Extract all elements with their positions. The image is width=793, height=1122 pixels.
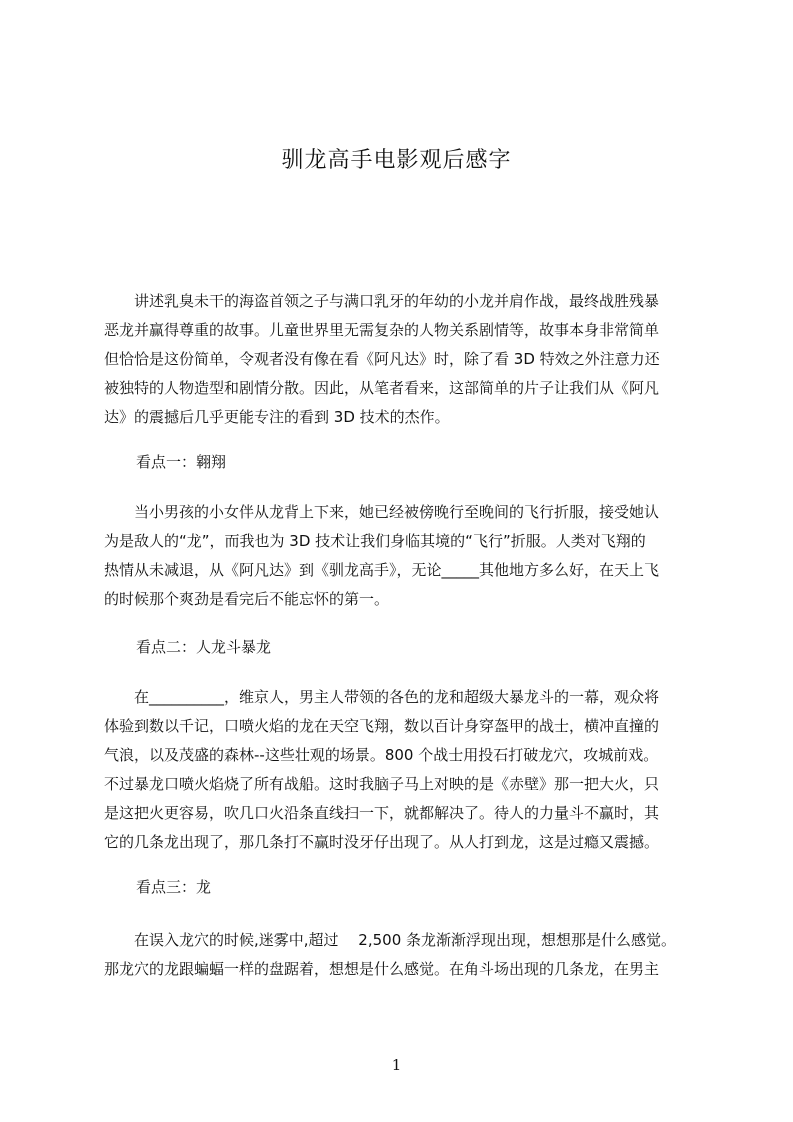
text-line: 但恰恰是这份简单，令观者没有像在看《阿凡达》时，除了看 3D 特效之外注意力还 (104, 350, 660, 368)
text-line: 被独特的人物造型和剧情分散。因此，从笔者看来，这部简单的片子让我们从《阿凡 (104, 379, 660, 397)
text-line: 不过暴龙口喷火焰烧了所有战船。这时我脑子马上对映的是《赤壁》那一把大火，只 (104, 775, 660, 793)
text-line: 它的几条龙出现了，那几条打不赢时没牙仔出现了。从人打到龙，这是过瘾又震撼。 (104, 833, 660, 851)
text-line: 当小男孩的小女伴从龙背上下来，她已经被傍晚行至晚间的飞行折服，接受她认 (104, 503, 660, 521)
text-line: 体验到数以千记，口喷火焰的龙在天空飞翔，数以百计身穿盔甲的战士，横冲直撞的 (104, 717, 660, 735)
paragraph-flying (104, 498, 704, 614)
text-line: 讲述乳臭未干的海盗首领之子与满口乳牙的年幼的小龙并肩作战，最终战胜残暴 (104, 292, 660, 310)
paragraph-intro (104, 287, 704, 432)
page-number: 1 (391, 1056, 402, 1074)
text-line: 那龙穴的龙跟蝙蝠一样的盘踞着，想想是什么感觉。在角斗场出现的几条龙，在男主 (104, 960, 660, 978)
text-line: 是这把火更容易，吹几口火沿条直线扫一下，就都解决了。待人的力量斗不赢时，其 (104, 804, 660, 822)
text-line: 恶龙并赢得尊重的故事。儿童世界里无需复杂的人物关系剧情等，故事本身非常简单 (104, 321, 660, 339)
section-heading: 看点二：人龙斗暴龙 (136, 638, 272, 656)
text-line: 的时候那个爽劲是看完后不能忘怀的第一。 (104, 590, 390, 608)
text-line: 气浪，以及茂盛的森林--这些壮观的场景。800 个战士用投石打破龙穴，攻城前戏。 (104, 746, 659, 764)
text-line: 在__________，维京人，男主人带领的各色的龙和超级大暴龙斗的一幕，观众将 (104, 688, 660, 706)
paragraph-battle (104, 683, 704, 857)
text-line: 达》的震撼后几乎更能专注的看到 3D 技术的杰作。 (104, 408, 450, 426)
section-heading: 看点三：龙 (136, 878, 212, 896)
text-line: 为是敌人的“龙”，而我也为 3D 技术让我们身临其境的“飞行”折服。人类对飞翔的 (104, 532, 646, 550)
section-heading: 看点一：翱翔 (136, 453, 227, 471)
document-title: 驯龙高手电影观后感字 (281, 148, 512, 173)
paragraph-dragons (104, 926, 704, 984)
text-line: 热情从未减退，从《阿凡达》到《驯龙高手》，无论_____其他地方多么好，在天上飞 (104, 561, 660, 579)
text-line: 在误入龙穴的时候,迷雾中,超过 2,500 条龙渐渐浮现出现，想想那是什么感觉。 (104, 931, 677, 949)
